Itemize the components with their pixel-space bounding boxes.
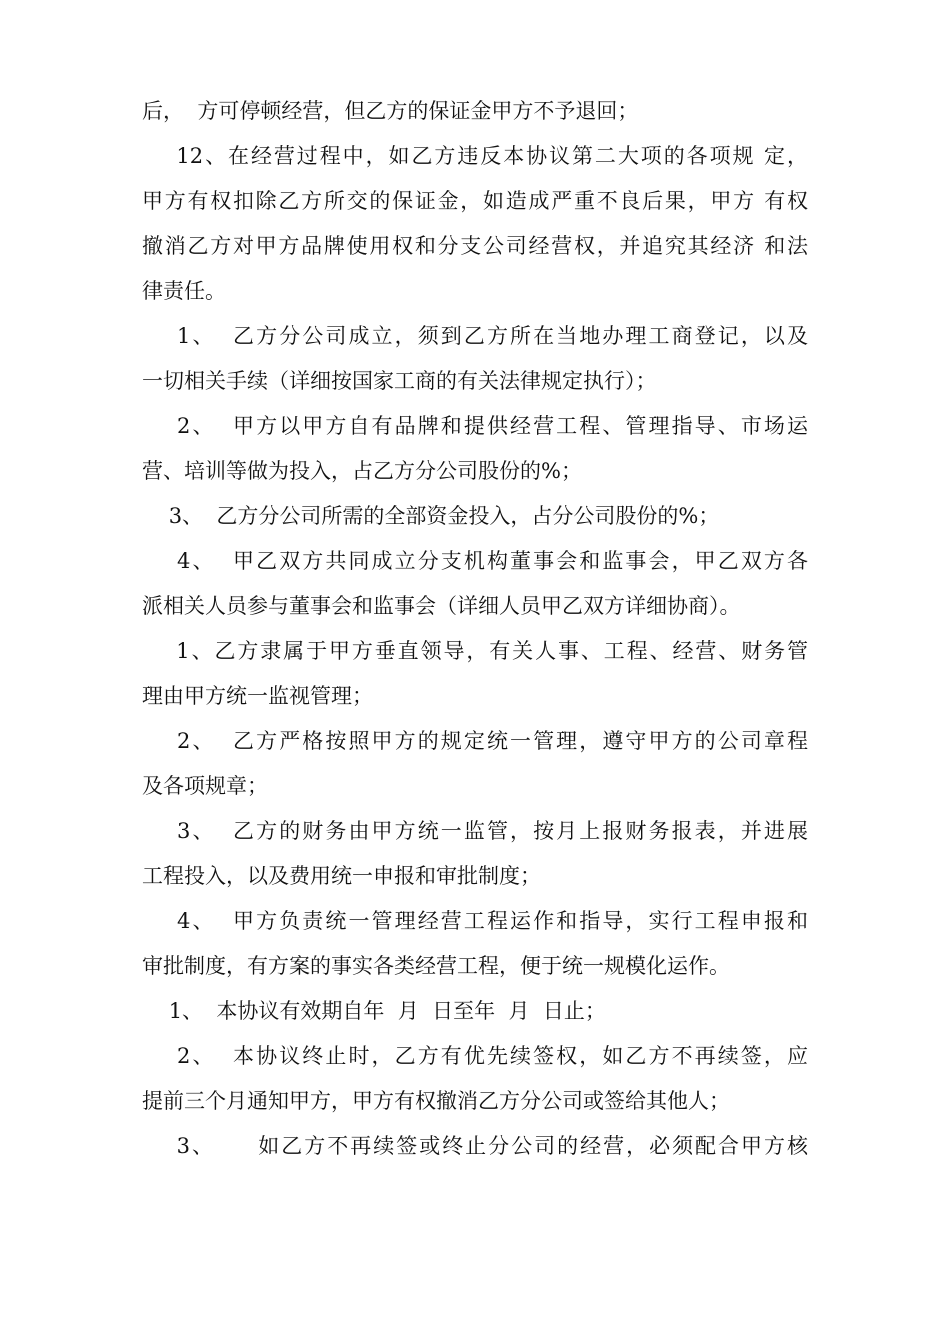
text-line: 1、乙方隶属于甲方垂直领导，有关人事、工程、经营、财务管 [142,639,808,663]
text-line: 律责任。 [142,279,226,303]
text-line: 及各项规章； [142,774,268,798]
text-line: 2、 本协议终止时，乙方有优先续签权，如乙方不再续签，应 [142,1044,808,1068]
text-line: 审批制度，有方案的事实各类经营工程，便于统一规模化运作。 [142,954,730,978]
text-line: 后， 方可停顿经营，但乙方的保证金甲方不予退回； [142,99,639,123]
text-line: 2、 甲方以甲方自有品牌和提供经营工程、管理指导、市场运 [142,414,808,438]
text-line: 12、在经营过程中，如乙方违反本协议第二大项的各项规 定， [142,144,808,168]
text-line: 4、 甲乙双方共同成立分支机构董事会和监事会，甲乙双方各 [142,549,808,573]
text-line: 工程投入，以及费用统一申报和审批制度； [142,864,541,888]
text-line: 3、 如乙方不再续签或终止分公司的经营，必须配合甲方核 [142,1134,808,1158]
text-line: 3、 乙方的财务由甲方统一监管，按月上报财务报表，并进展 [142,819,808,843]
text-line: 4、 甲方负责统一管理经营工程运作和指导，实行工程申报和 [142,909,808,933]
text-line: 派相关人员参与董事会和监事会（详细人员甲乙双方详细协商）。 [142,594,741,618]
text-line: 营、培训等做为投入，占乙方分公司股份的%； [142,459,582,483]
text-line: 1、 本协议有效期自年 月 日至年 月 日止； [142,999,606,1023]
text-line: 甲方有权扣除乙方所交的保证金，如造成严重不良后果，甲方 有权 [142,189,808,213]
text-line: 2、 乙方严格按照甲方的规定统一管理，遵守甲方的公司章程 [142,729,808,753]
text-line: 理由甲方统一监视管理； [142,684,373,708]
text-line: 3、 乙方分公司所需的全部资金投入，占分公司股份的%； [142,504,720,528]
text-line: 一切相关手续（详细按国家工商的有关法律规定执行）； [142,369,657,393]
text-line: 提前三个月通知甲方，甲方有权撤消乙方分公司或签给其他人； [142,1089,730,1113]
text-line: 1、 乙方分公司成立，须到乙方所在当地办理工商登记，以及 [142,324,808,348]
text-line: 撤消乙方对甲方品牌使用权和分支公司经营权，并追究其经济 和法 [142,234,808,258]
